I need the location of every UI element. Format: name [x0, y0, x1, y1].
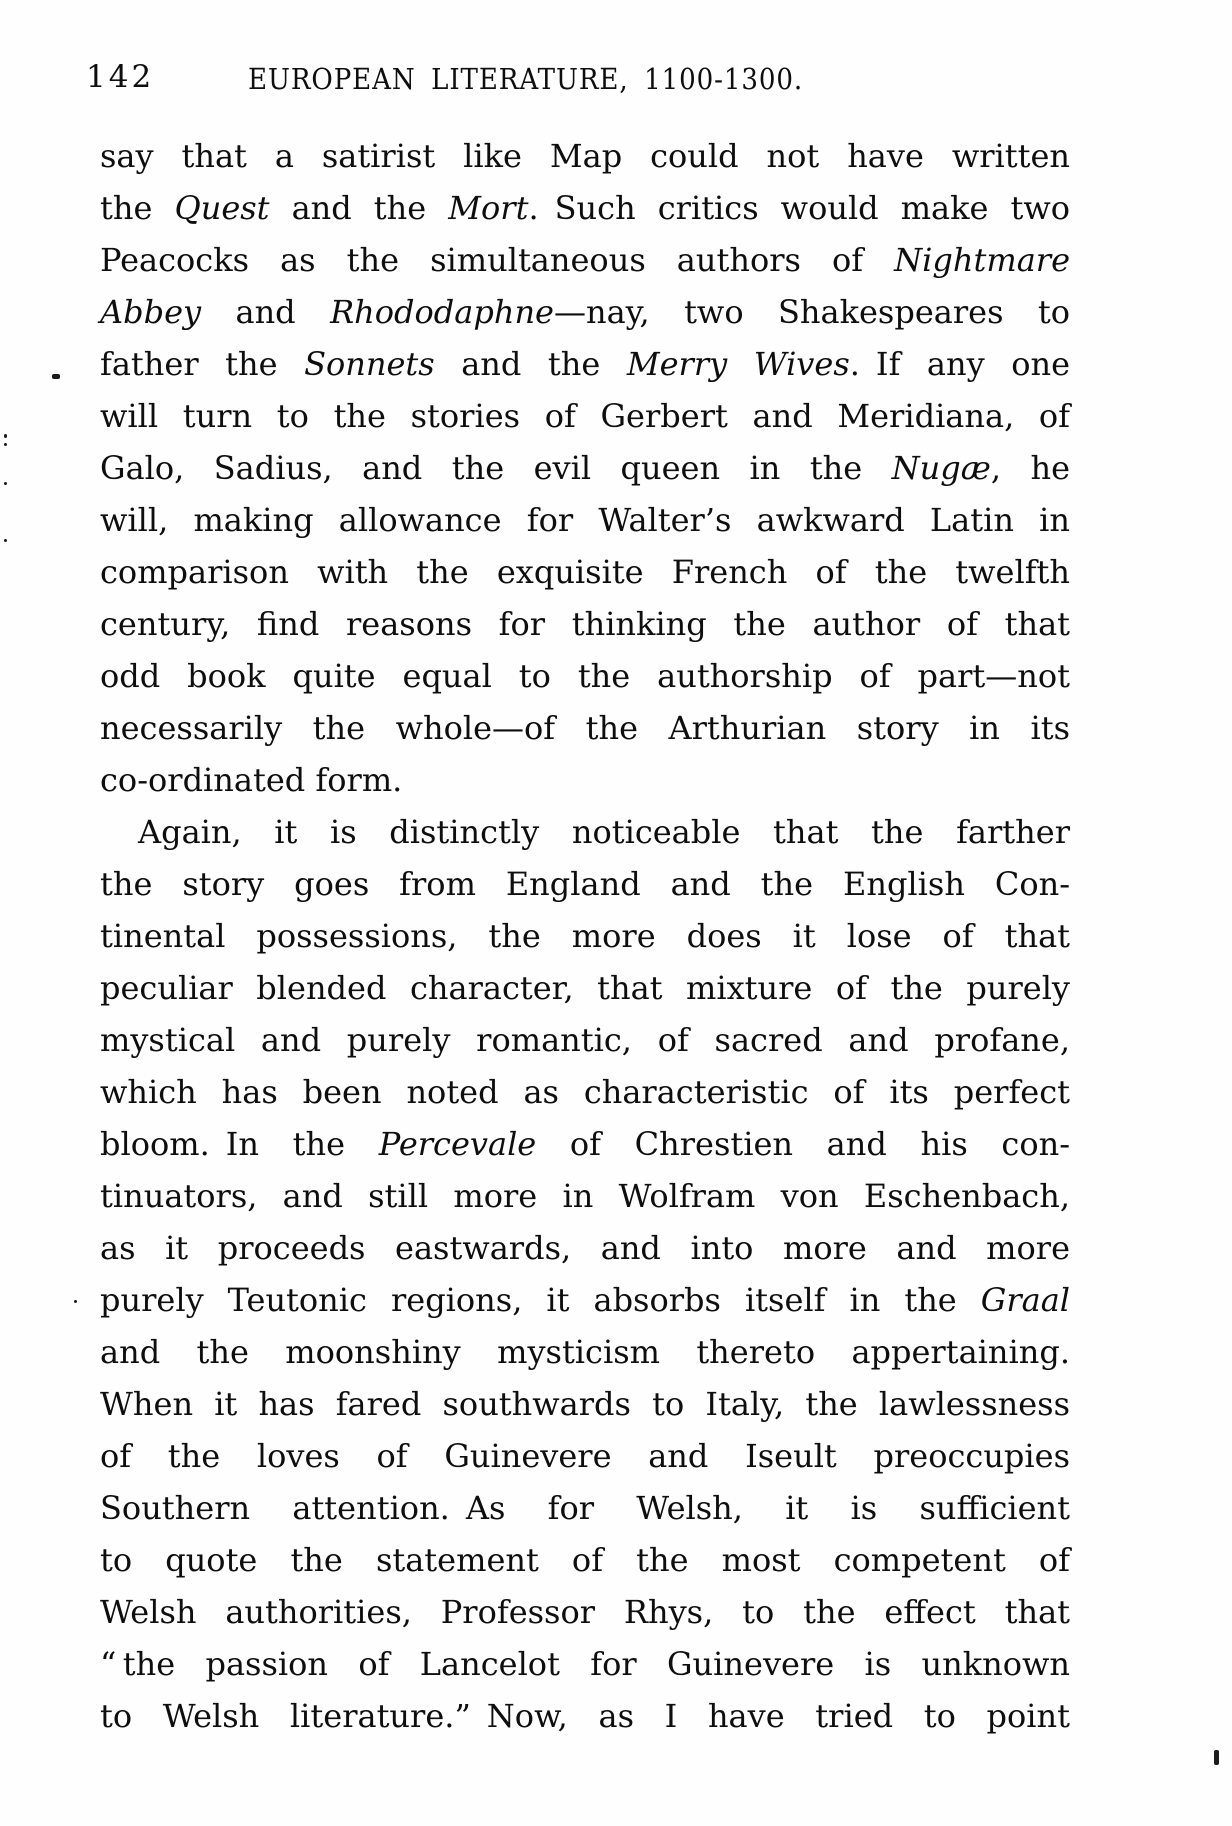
- scan-speck: [52, 374, 60, 379]
- text-segment: necessarily the whole—of the Arthurian story in its: [100, 709, 1070, 747]
- text-line: [100, 1222, 1070, 1274]
- text-line: [100, 1326, 1070, 1378]
- text-line: [100, 858, 1070, 910]
- text-segment: to quote the statement of the most competent of: [100, 1541, 1070, 1579]
- italic-text-segment: Percevale: [378, 1125, 537, 1163]
- scan-speck: [1214, 1750, 1219, 1765]
- text-line: [100, 1274, 1070, 1326]
- text-line: [100, 1014, 1070, 1066]
- italic-text-segment: Mort: [448, 189, 529, 227]
- text-line: [100, 910, 1070, 962]
- text-line: [100, 286, 1070, 338]
- text-segment: . If any one: [849, 345, 1071, 383]
- text-segment: bloom. In the: [100, 1125, 379, 1163]
- text-line: [100, 1638, 1070, 1690]
- text-line: [100, 1118, 1070, 1170]
- text-segment: as it proceeds eastwards, and into more and more: [100, 1229, 1070, 1267]
- text-segment: Again, it is distinctly noticeable that the farther: [138, 813, 1070, 851]
- scan-speck: [4, 443, 7, 446]
- text-line: [100, 806, 1070, 858]
- text-segment: When it has fared southwards to Italy, the lawlessness: [100, 1385, 1070, 1423]
- scan-speck: [4, 539, 7, 542]
- text-line: [100, 598, 1070, 650]
- text-line: [100, 546, 1070, 598]
- text-line: [100, 754, 1070, 806]
- text-line: [100, 1170, 1070, 1222]
- text-segment: Welsh authorities, Professor Rhys, to the effect that: [100, 1593, 1070, 1631]
- text-segment: which has been noted as characteristic of its perfect: [100, 1073, 1070, 1111]
- text-line: [100, 130, 1070, 182]
- text-segment: century, find reasons for thinking the author of that: [100, 605, 1070, 643]
- text-segment: peculiar blended character, that mixture of the purely: [100, 969, 1070, 1007]
- text-line: [100, 1430, 1070, 1482]
- text-segment: and the: [434, 345, 627, 383]
- page-number: 142: [86, 59, 155, 95]
- scan-speck: [74, 1300, 77, 1303]
- text-segment: tinuators, and still more in Wolfram von Eschenbach,: [100, 1177, 1070, 1215]
- text-segment: —nay, two Shakespeares to: [553, 293, 1071, 331]
- text-line: [100, 962, 1070, 1014]
- italic-text-segment: Sonnets: [304, 345, 435, 383]
- text-line: [100, 234, 1070, 286]
- text-line: [100, 650, 1070, 702]
- italic-text-segment: Nugæ: [891, 449, 991, 487]
- italic-text-segment: Merry Wives: [626, 345, 850, 383]
- text-segment: tinental possessions, the more does it lose of that: [100, 917, 1070, 955]
- text-segment: Galo, Sadius, and the evil queen in the: [100, 449, 892, 487]
- text-line: [100, 390, 1070, 442]
- text-line: [100, 338, 1070, 390]
- text-segment: say that a satirist like Map could not have written: [100, 137, 1070, 175]
- italic-text-segment: Graal: [980, 1281, 1070, 1319]
- italic-text-segment: Rhododaphne: [330, 293, 554, 331]
- text-line: [100, 1378, 1070, 1430]
- text-line: [100, 1586, 1070, 1638]
- text-segment: will turn to the stories of Gerbert and Meridiana, of: [100, 397, 1070, 435]
- text-segment: the: [100, 189, 175, 227]
- text-line: [100, 1066, 1070, 1118]
- text-line: [100, 702, 1070, 754]
- text-line: [100, 1690, 1070, 1742]
- text-line: [100, 182, 1070, 234]
- text-segment: to Welsh literature.” Now, as I have tried to point: [100, 1697, 1070, 1735]
- text-segment: comparison with the exquisite French of the twelfth: [100, 553, 1070, 591]
- text-line: [100, 1482, 1070, 1534]
- text-line: [100, 494, 1070, 546]
- text-segment: of the loves of Guinevere and Iseult preoccupies: [100, 1437, 1070, 1475]
- text-segment: co-ordinated form.: [100, 761, 403, 799]
- text-line: [100, 1534, 1070, 1586]
- text-segment: . Such critics would make two: [528, 189, 1071, 227]
- text-segment: of Chrestien and his con-: [536, 1125, 1071, 1163]
- scan-speck: [4, 482, 7, 485]
- text-segment: “ the passion of Lancelot for Guinevere is unknown: [100, 1645, 1070, 1683]
- text-segment: and the moonshiny mysticism thereto appertaining.: [100, 1333, 1070, 1371]
- text-segment: Peacocks as the simultaneous authors of: [100, 241, 895, 279]
- text-segment: , he: [990, 449, 1071, 487]
- text-line: [100, 442, 1070, 494]
- text-column: [100, 130, 1070, 1742]
- text-segment: father the: [100, 345, 305, 383]
- text-segment: the story goes from England and the English Con-: [100, 865, 1070, 903]
- scan-speck: [4, 434, 7, 438]
- text-segment: purely Teutonic regions, it absorbs itself in the: [100, 1281, 981, 1319]
- text-segment: Southern attention. As for Welsh, it is sufficient: [100, 1489, 1070, 1527]
- text-segment: will, making allowance for Walter’s awkward Latin in: [100, 501, 1070, 539]
- running-title: EUROPEAN LITERATURE, 1100-1300.: [248, 62, 804, 96]
- text-segment: mystical and purely romantic, of sacred and profane,: [100, 1021, 1070, 1059]
- italic-text-segment: Abbey: [100, 293, 202, 331]
- italic-text-segment: Quest: [174, 189, 270, 227]
- text-segment: and: [201, 293, 331, 331]
- text-segment: and the: [269, 189, 449, 227]
- text-segment: odd book quite equal to the authorship of part—not: [100, 657, 1070, 695]
- italic-text-segment: Nightmare: [894, 241, 1070, 279]
